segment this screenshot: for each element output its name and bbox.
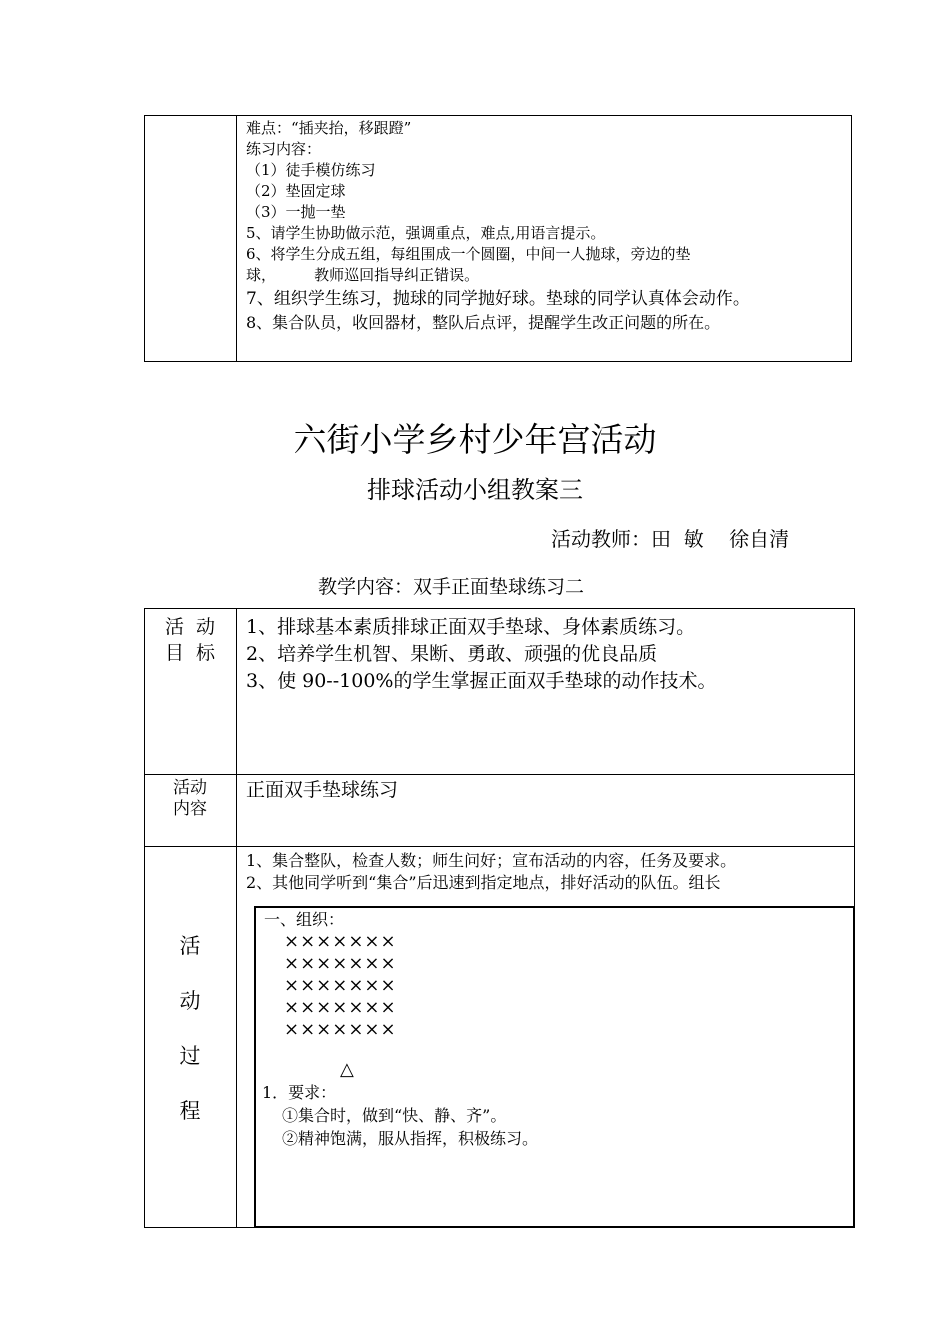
practice-item: （3）一抛一垫 — [246, 203, 346, 221]
formation-row: ××××××× — [284, 1019, 397, 1040]
goals-label-line: 活 动 — [164, 616, 216, 638]
content-label — [144, 778, 236, 820]
content-label-line: 内容 — [173, 799, 207, 819]
step-5: 5、请学生协助做示范，强调重点，难点,用语言提示。 — [246, 224, 606, 242]
goals-list — [246, 614, 716, 695]
practice-item: （2）垫固定球 — [246, 182, 346, 200]
process-label — [144, 930, 236, 1150]
goal-item: 3、使 90--100%的学生掌握正面双手垫球的动作技术。 — [246, 670, 717, 692]
goal-item: 2、培养学生机智、果断、勇敢、顽强的优良品质 — [246, 643, 658, 665]
requirement-item: ①集合时，做到“快、静、齐”。 — [282, 1106, 507, 1125]
row-divider — [144, 774, 855, 775]
step-8: 8、集合队员，收回器材，整队后点评，提醒学生改正问题的所在。 — [246, 313, 721, 332]
requirements-heading: 1．要求： — [262, 1083, 337, 1102]
formation-row: ××××××× — [284, 931, 397, 952]
difficulty-line: 难点：“插夹抬，移跟蹬” — [246, 119, 412, 137]
goals-label-line: 目 标 — [164, 642, 216, 664]
goals-label — [144, 614, 236, 666]
formation-row: ××××××× — [284, 975, 397, 996]
row-divider — [144, 846, 855, 847]
process-lines — [246, 850, 736, 894]
top-table-content — [246, 118, 750, 334]
content-label-line: 活动 — [173, 778, 207, 798]
top-table-divider — [236, 115, 237, 362]
teacher-triangle-icon: △ — [340, 1059, 354, 1080]
process-label-char: 活 — [179, 934, 201, 958]
goal-item: 1、排球基本素质排球正面双手垫球、身体素质练习。 — [246, 616, 696, 638]
organization-heading: 一、组织： — [264, 910, 345, 929]
formation-row: ××××××× — [284, 997, 397, 1018]
practice-heading: 练习内容： — [246, 140, 322, 158]
teaching-content-line: 教学内容：双手正面垫球练习二 — [318, 576, 585, 598]
step-6: 6、将学生分成五组，每组围成一个圆圈，中间一人抛球，旁边的垫 — [246, 245, 691, 263]
page-subtitle: 排球活动小组教案三 — [367, 476, 583, 504]
step-7: 7、组织学生练习，抛球的同学抛好球。垫球的同学认真体会动作。 — [246, 289, 750, 309]
formation-row: ××××××× — [284, 953, 397, 974]
formation-grid — [284, 931, 397, 1041]
step-6-cont: 球， 教师巡回指导纠正错误。 — [246, 266, 480, 284]
requirement-item: ②精神饱满，服从指挥，积极练习。 — [282, 1129, 539, 1148]
process-label-char: 过 — [179, 1044, 201, 1068]
practice-item: （1）徒手模仿练习 — [246, 161, 376, 179]
requirements-list — [282, 1104, 538, 1150]
lesson-table-divider — [236, 608, 237, 1228]
process-line: 1、集合整队，检查人数；师生问好；宣布活动的内容，任务及要求。 — [246, 851, 737, 870]
process-label-char: 动 — [179, 989, 201, 1013]
page-title: 六街小学乡村少年宫活动 — [293, 420, 657, 459]
teacher-line: 活动教师：田 敏 徐自清 — [551, 527, 790, 551]
process-line: 2、其他同学听到“集合”后迅速到指定地点，排好活动的队伍。组长 — [246, 873, 721, 892]
content-text: 正面双手垫球练习 — [246, 779, 399, 801]
process-label-char: 程 — [179, 1099, 201, 1123]
